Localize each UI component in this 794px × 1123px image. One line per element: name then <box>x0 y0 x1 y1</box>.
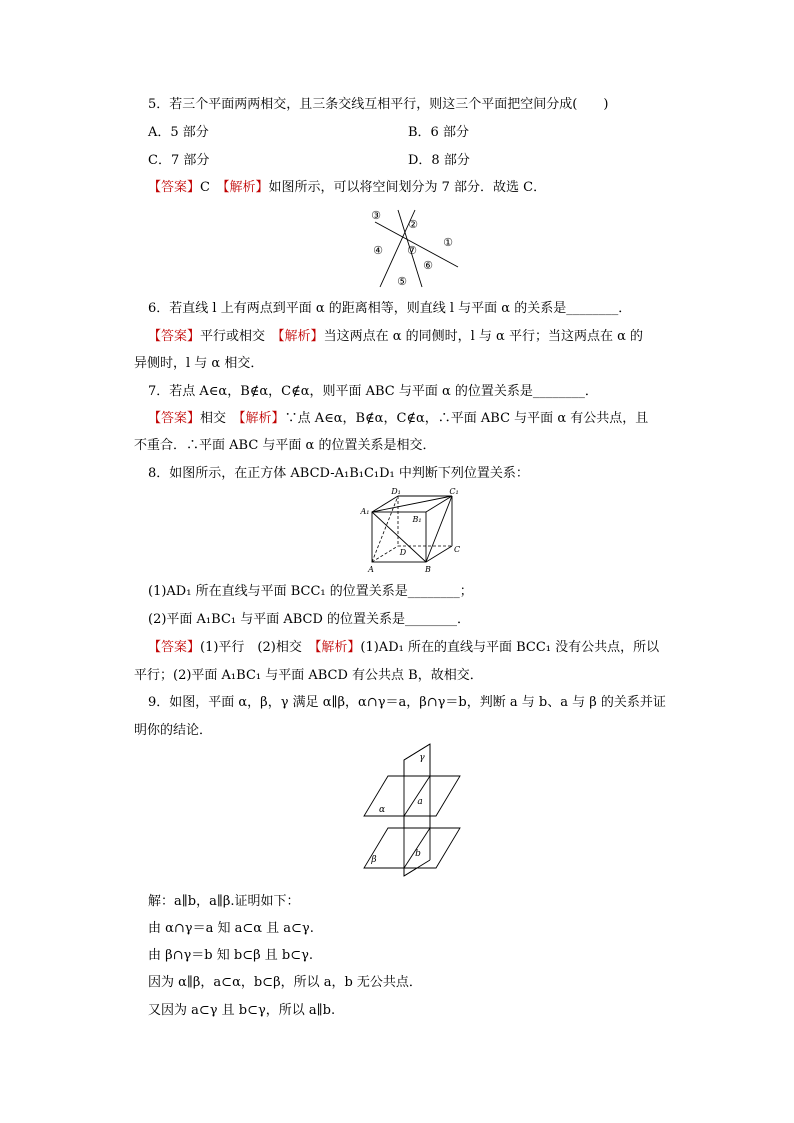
q8-answer <box>148 639 659 657</box>
explanation-tag: 【解析】 <box>278 329 324 344</box>
vertex-label: D₁ <box>391 487 401 496</box>
q8-stem: 8．如图所示，在正方体 ABCD-A₁B₁C₁D₁ 中判断下列位置关系： <box>148 466 529 481</box>
explanation-text: 当这两点在 α 的同侧时，l 与 α 平行；当这两点在 α 的 <box>323 329 643 344</box>
line-label-b: b <box>415 849 421 859</box>
line-label-a: a <box>417 797 423 807</box>
q9-solution-line: 又因为 a⊂γ 且 b⊂γ，所以 a∥b. <box>148 1003 336 1018</box>
q5-option-b: B．6 部分 <box>408 125 469 140</box>
vertex-label: A₁ <box>360 507 370 516</box>
q5-option-c: C．7 部分 <box>148 153 210 168</box>
q6-stem: 6．若直线 l 上有两点到平面 α 的距离相等，则直线 l 与平面 α 的关系是________． <box>148 301 632 316</box>
region-label: ③ <box>371 209 381 222</box>
answer-text: (1)平行 (2)相交 <box>200 640 302 655</box>
explanation-text: 如图所示，可以将空间划分为 7 部分．故选 C． <box>268 180 547 195</box>
q7-explanation-cont: 不重合．∴平面 ABC 与平面 α 的位置关系是相交． <box>134 438 436 453</box>
vertex-label: B₁ <box>412 515 422 524</box>
region-label: ⑤ <box>397 275 407 288</box>
q9-stem: 9．如图，平面 α，β，γ 满足 α∥β，α∩γ＝a，β∩γ＝b，判断 a 与 b、a 与 β 的关系并证 <box>148 695 666 710</box>
q5-answer <box>148 179 546 197</box>
q5-option-d: D．8 部分 <box>408 153 470 168</box>
answer-text: C <box>200 180 210 195</box>
answer-text: 相交 <box>200 411 227 426</box>
region-label: ⑥ <box>423 259 433 272</box>
q5-stem: 5．若三个平面两两相交，且三条交线互相平行，则这三个平面把空间分成( ) <box>148 97 609 112</box>
q7-stem: 7．若点 A∈α，B∉α，C∉α，则平面 ABC 与平面 α 的位置关系是________． <box>148 384 598 399</box>
region-label: ② <box>408 218 418 231</box>
vertex-label: B <box>425 565 431 574</box>
q7-answer <box>148 410 648 428</box>
vertex-label: C₁ <box>449 487 459 496</box>
answer-tag: 【答案】 <box>148 180 201 195</box>
explanation-tag: 【解析】 <box>239 411 285 426</box>
plane-label-beta: β <box>371 855 377 865</box>
q9-solution-line: 因为 α∥β，a⊂α，b⊂β，所以 a，b 无公共点． <box>148 975 422 990</box>
plane-label-gamma: γ <box>419 753 425 763</box>
q9-solution-line: 由 α∩γ＝a 知 a⊂α 且 a⊂γ. <box>148 921 314 936</box>
q9-stem-cont: 明你的结论． <box>134 723 213 738</box>
planes-figure <box>360 740 464 878</box>
vertex-label: C <box>453 545 461 554</box>
answer-tag: 【答案】 <box>148 329 201 344</box>
q6-answer <box>148 328 643 346</box>
q8-sub-1: (1)AD₁ 所在直线与平面 BCC₁ 的位置关系是________； <box>148 584 473 599</box>
q9-solution-line: 由 β∩γ＝b 知 b⊂β 且 b⊂γ. <box>148 948 314 963</box>
region-label: ① <box>443 236 453 249</box>
region-label: ⑦ <box>407 244 417 257</box>
explanation-text: ∵点 A∈α，B∉α，C∉α，∴平面 ABC 与平面 α 有公共点，且 <box>284 411 649 426</box>
three-planes-figure <box>360 205 470 290</box>
q6-explanation-cont: 异侧时，l 与 α 相交． <box>134 356 264 371</box>
answer-tag: 【答案】 <box>148 411 201 426</box>
q9-solution-line: 解：a∥b，a∥β.证明如下： <box>148 894 300 909</box>
answer-tag: 【答案】 <box>148 640 201 655</box>
vertex-label: D <box>399 548 407 557</box>
plane-label-alpha: α <box>378 805 386 815</box>
answer-text: 平行或相交 <box>200 329 266 344</box>
q8-sub-2: (2)平面 A₁BC₁ 与平面 ABCD 的位置关系是________． <box>148 612 471 627</box>
vertex-label: A <box>368 565 374 574</box>
cube-figure <box>360 486 466 576</box>
explanation-text: (1)AD₁ 所在的直线与平面 BCC₁ 没有公共点，所以 <box>360 640 660 655</box>
q8-explanation-cont: 平行；(2)平面 A₁BC₁ 与平面 ABCD 有公共点 B，故相交． <box>134 668 483 683</box>
region-label: ④ <box>373 244 383 257</box>
q5-option-a: A．5 部分 <box>148 125 209 140</box>
explanation-tag: 【解析】 <box>314 640 361 655</box>
explanation-tag: 【解析】 <box>222 180 269 195</box>
